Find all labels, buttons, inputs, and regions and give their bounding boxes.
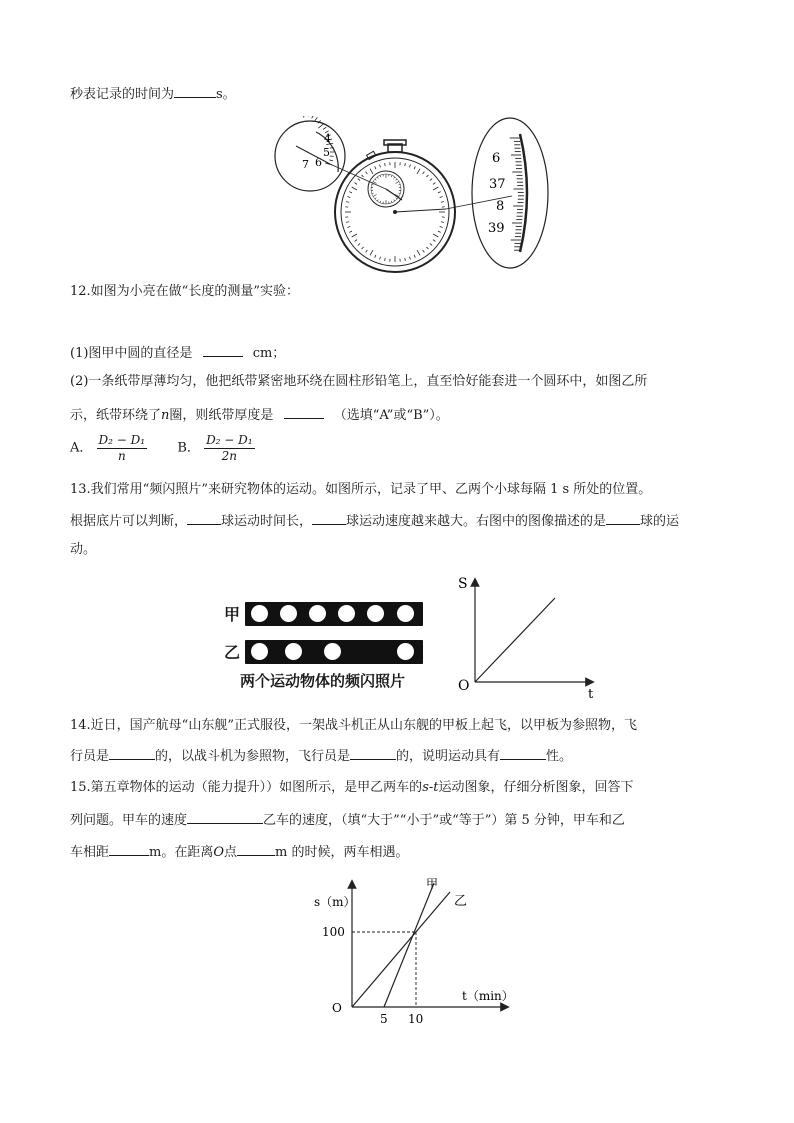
q14-text: 行员是 [70, 749, 110, 764]
q15-blank-1[interactable] [187, 810, 263, 824]
q12-var-n: n [161, 408, 170, 423]
q15-y-label: s（m） [314, 895, 356, 909]
q15-x-tick: 10 [408, 1012, 424, 1026]
strip-yi [245, 640, 423, 664]
q11-text: 秒表记录的时间为 [70, 87, 175, 102]
q12-part1-blank[interactable] [203, 343, 243, 357]
q14-blank-1[interactable] [109, 746, 155, 760]
q15-line1 [70, 779, 730, 797]
q11-unit: s。 [216, 87, 236, 102]
q12-part2-text: 示，纸带环绕了 [70, 408, 162, 423]
strip-jia [245, 602, 423, 626]
option-a-label: A． [70, 440, 93, 456]
q14-blank-2[interactable] [350, 746, 396, 760]
option-a-fraction[interactable] [97, 433, 148, 464]
q14-line1: 14.近日，国产航母“山东舰”正式服役，一架战斗机正从山东舰的甲板上起飞，以甲板为参照物，飞 [70, 718, 637, 733]
q15-graph [300, 872, 530, 1032]
option-b-numerator: D₂ − D₁ [206, 433, 253, 447]
left-zoom-label: 7 [302, 158, 309, 171]
q11-answer-blank[interactable] [174, 84, 216, 98]
q15-text: 列问题。甲车的速度 [70, 813, 188, 828]
strip-label-jia: 甲 [224, 605, 241, 624]
line-jia [384, 883, 434, 1007]
q15-label-yi: 乙 [454, 894, 468, 909]
q15-origin: O [332, 1001, 342, 1015]
q11-line [70, 84, 730, 104]
q13-line1: 13.我们常用“频闪照片”来研究物体的运动。如图所示，记录了甲、乙两个小球每隔 1 s 所处的位置。 [70, 482, 652, 497]
right-zoom-label: 8 [496, 199, 505, 214]
q13-text: 根据底片可以判断， [70, 514, 188, 529]
ball-jia [309, 605, 326, 622]
q12-part2-blank[interactable] [284, 405, 324, 419]
ball-yi [324, 643, 341, 660]
st-x-label: t [588, 687, 594, 702]
q13-line2 [70, 511, 730, 531]
q15-text: 点 [224, 845, 238, 860]
q15-text: 运动图象，仔细分析图象，回答下 [438, 780, 634, 795]
line-yi [352, 892, 450, 1007]
left-zoom-label: 5 [323, 146, 330, 159]
q14-line2 [70, 746, 730, 766]
q15-x-tick: 5 [380, 1012, 388, 1026]
q15-text: 15.第五章物体的运动（能力提升））如图所示，是甲乙两车的 [70, 780, 423, 795]
q14-text: 性。 [546, 749, 573, 764]
q15-line3 [70, 842, 730, 862]
q15-line2 [70, 810, 730, 830]
option-b-denominator: 2n [221, 449, 238, 463]
st-y-label: S [458, 576, 468, 592]
strip-label-yi: 乙 [224, 643, 241, 662]
st-origin: O [458, 678, 470, 694]
q15-label-jia: 甲 [426, 877, 439, 891]
ball-jia [397, 605, 414, 622]
q13-blank-3[interactable] [606, 511, 640, 525]
q12-part1-text: (1)图甲中圆的直径是 [70, 346, 193, 361]
q13-text: 球的运 [640, 514, 680, 529]
q14-blank-3[interactable] [500, 746, 546, 760]
q13-blank-1[interactable] [187, 511, 221, 525]
q12-title: 12.如图为小亮在做“长度的测量”实验： [70, 284, 299, 299]
ball-jia [280, 605, 297, 622]
ball-jia [338, 605, 355, 622]
strobe-caption: 两个运动物体的频闪照片 [240, 672, 406, 690]
q13-text: 球运动时间长， [221, 514, 313, 529]
option-a-numerator: D₂ − D₁ [98, 433, 146, 447]
right-zoom-label: 6 [492, 151, 501, 166]
right-zoom-label: 37 [489, 177, 506, 192]
q12-part2-hint: （选填“A”或“B”）。 [333, 408, 449, 423]
q12-part1-unit: cm； [252, 346, 286, 361]
st-line [475, 598, 555, 682]
q12-options [70, 433, 730, 464]
q12-part1 [70, 343, 730, 363]
q12-part2-line2 [70, 405, 730, 425]
q12-part2-line1: (2)一条纸带厚薄均匀，他把纸带紧密地环绕在圆柱形铅笔上，直至恰好能套进一个圆环中，如图乙所 [70, 374, 648, 389]
q15-y-tick: 100 [322, 925, 345, 939]
left-zoom-label: 6 [315, 156, 322, 169]
q15-x-label: t（min） [462, 989, 514, 1003]
q15-text: 车相距 [70, 845, 110, 860]
option-b-label: B． [177, 440, 200, 456]
q15-blank-2[interactable] [109, 842, 149, 856]
q15-var-st: s-t [422, 780, 439, 795]
q15-var-o: O [213, 845, 225, 860]
q13-blank-2[interactable] [312, 511, 346, 525]
ball-jia [251, 605, 268, 622]
ball-yi [397, 643, 414, 660]
strobe-photo [220, 598, 430, 694]
q14-text: 的，说明运动具有 [396, 749, 501, 764]
q15-text: m 的时候，两车相遇。 [275, 845, 409, 860]
q14-text: 的，以战斗机为参照物，飞行员是 [155, 749, 351, 764]
option-b-fraction[interactable] [204, 433, 255, 464]
ball-yi [251, 643, 268, 660]
st-graph [450, 572, 610, 702]
left-zoom-label: 4 [324, 132, 331, 145]
ball-jia [367, 605, 384, 622]
q13-line3: 动。 [70, 542, 97, 557]
q15-text: 乙车的速度，（填“大于”“小于”或“等于”）第 5 分钟，甲车和乙 [263, 813, 625, 828]
stopwatch-figure [268, 116, 558, 274]
right-zoom-label: 39 [488, 221, 505, 236]
ball-yi [285, 643, 302, 660]
q12-part2-text: 圈，则纸带厚度是 [169, 408, 274, 423]
q13-text: 球运动速度越来越大。右图中的图像描述的是 [346, 514, 607, 529]
option-a-denominator: n [117, 449, 126, 463]
q15-text: m。在距离 [149, 845, 214, 860]
q15-blank-3[interactable] [237, 842, 275, 856]
